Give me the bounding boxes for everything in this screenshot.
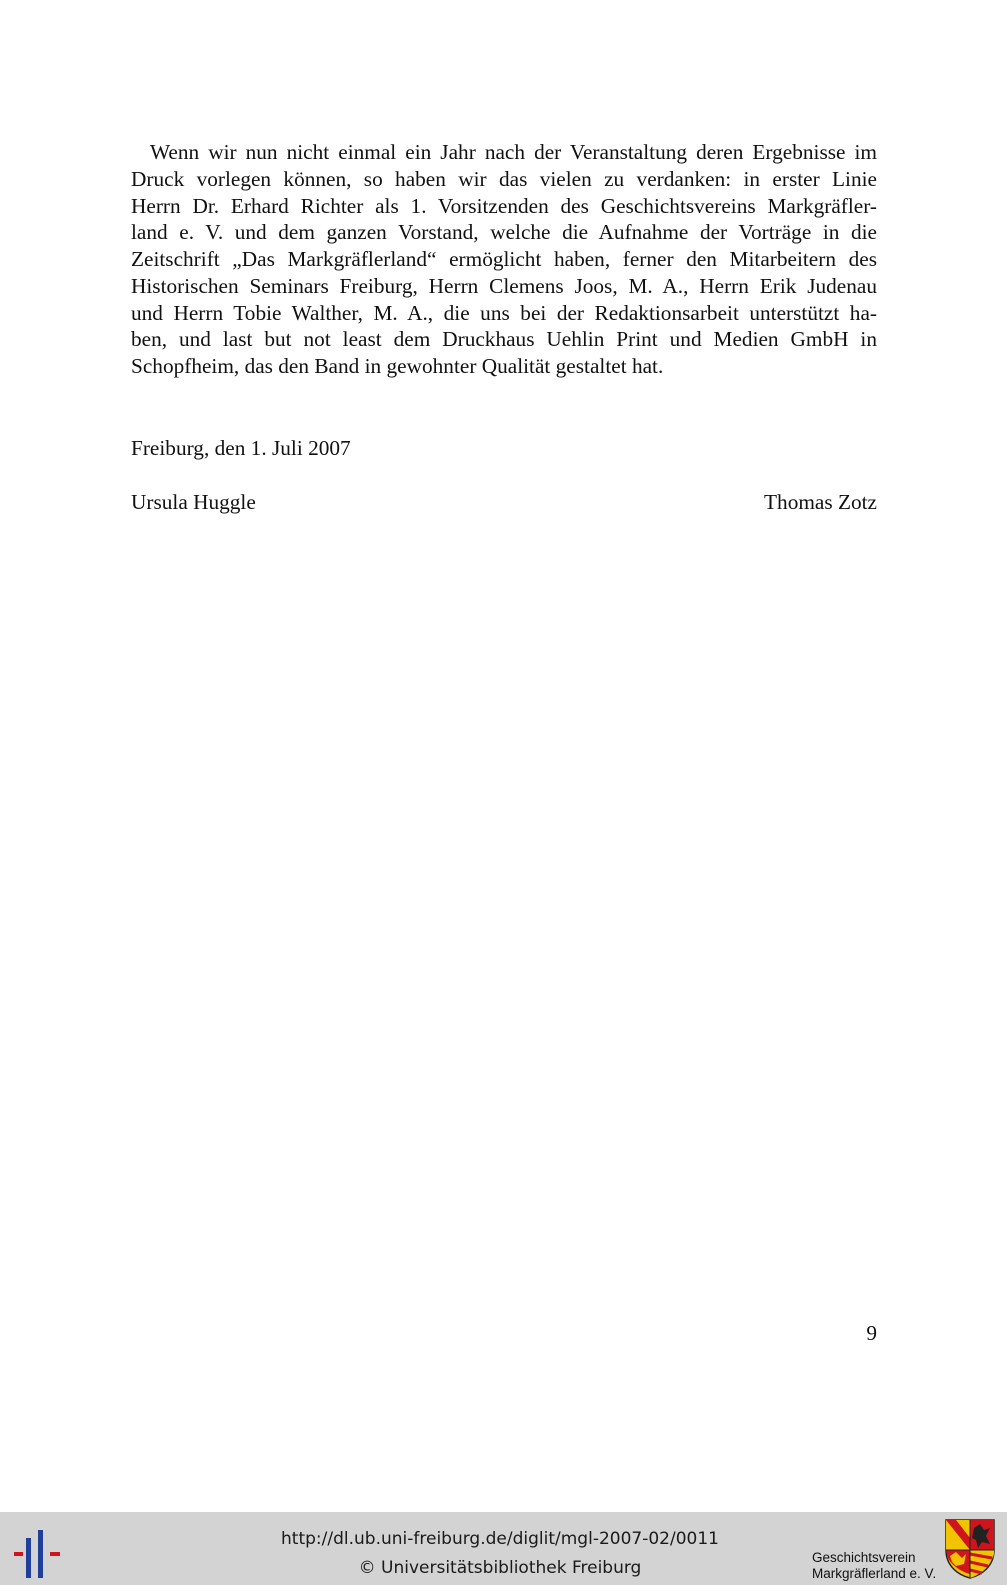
footer-copyright: © Universitätsbibliothek Freiburg (358, 1558, 642, 1578)
paragraph-line: Historischen Seminars Freiburg, Herrn Clemens Joos, M. A., Herrn Erik Judenau (131, 273, 877, 298)
paragraph-line: Wenn wir nun nicht einmal ein Jahr nach der Veranstaltung deren Ergebnisse im (150, 140, 877, 164)
paragraph-line: Druck vorlegen können, so haben wir das vielen zu verdanken: in erster Linie (131, 166, 877, 191)
paragraph-line: Herrn Dr. Erhard Richter als 1. Vorsitzenden des Geschichtsvereins Markgräfler- (131, 193, 877, 218)
paragraph-line: und Herrn Tobie Walther, M. A., die uns bei der Redaktionsarbeit unterstützt ha- (131, 300, 877, 325)
paragraph-line: Zeitschrift „Das Markgräflerland“ ermöglicht haben, ferner den Mitarbeitern des (131, 247, 877, 271)
paragraph-line: ben, und last but not least dem Druckhaus Uehlin Print und Medien GmbH in (131, 327, 877, 352)
dl-logo-icon[interactable] (14, 1522, 66, 1578)
footer-bar (0, 1512, 1007, 1585)
place-date: Freiburg, den 1. Juli 2007 (131, 436, 351, 460)
page-number: 9 (866, 1321, 877, 1345)
society-name (812, 1550, 936, 1582)
footer-url-link[interactable]: http://dl.ub.uni-freiburg.de/diglit/mgl-2007-02/0011 (281, 1529, 719, 1549)
paragraph-line: land e. V. und dem ganzen Vorstand, welche die Aufnahme der Vorträge in die (131, 220, 877, 245)
signature-left: Ursula Huggle (131, 490, 256, 514)
society-name-line2: Markgräflerland e. V. (812, 1566, 937, 1581)
coat-of-arms-icon (944, 1518, 996, 1580)
body-paragraph (131, 139, 877, 380)
paragraph-line: Schopfheim, das den Band in gewohnter Qualität gestaltet hat. (131, 354, 664, 378)
signature-right: Thomas Zotz (764, 490, 877, 514)
society-name-line1: Geschichtsverein (812, 1550, 916, 1565)
